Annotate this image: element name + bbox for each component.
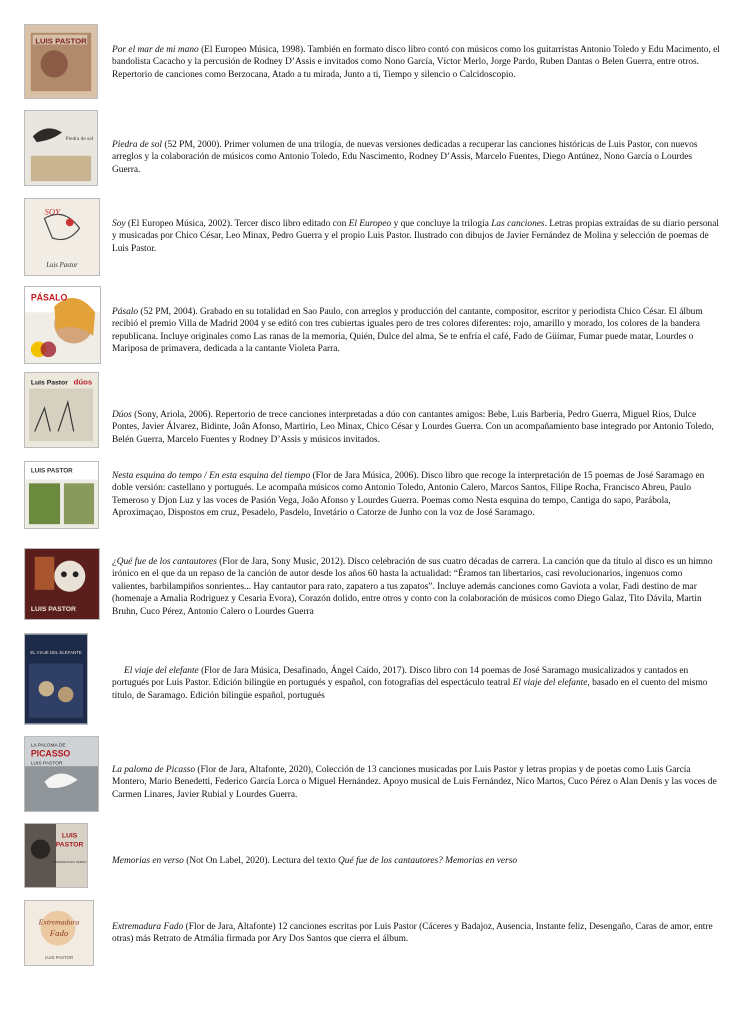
- description-por-el-mar: [112, 44, 720, 81]
- album-details: (Flor de Jara Música, 2006). Disco libro que recoge la interpretación de 15 poemas de José Saramago en doble versión: castellano y portugués. Le acompaña músicos como Antonio Toledo, Antonio Calero, Marcos Santos, Filipe Rocha, Francisco Abreu, Paulo Temeroso y Djon Luz y las voces de Pasión Vega, João Afonso y Lourdes Guerra. Poemas como Nesta esquina do tempo, Cantiga do sapo, Parábola, Aproximaçao, Dispostos em cruz, Pesadelo, Pasdelo, Invetário o Catorze de Junho con la voz de José Saramago.: [112, 471, 705, 519]
- text-title: Qué fue de los cantautores? Memorias en verso: [338, 856, 518, 866]
- description-duos: [112, 409, 720, 446]
- album-cover-text-bottom: Luis Pastor: [46, 262, 78, 270]
- album-details: (Flor de Jara, Altafonte) 12 canciones escritas por Luis Pastor (Cáceres y Badajoz, Ausencia, Instante feliz, Desengaño, Caras de amor, entre otras) más Retrato de Atmália firmada por Ary Dos Santos que cierra el álbum.: [112, 922, 713, 945]
- album-details: (El Europeo Música, 2002). Tercer disco libro editado con: [125, 219, 349, 229]
- album-cover-piedra-de-sol: [24, 110, 98, 186]
- album-details: (52 PM, 2000). Primer volumen de una trilogía, de nuevas versiones dedicadas a recuperar las canciones históricas de Luis Pastor, con nuevos arreglos y la colaboración de músicos como Antonio Toledo, Edu Nascimento, Rodney D’Assis, Marcelo Fuentes, Diego Antúnez, Nono García o Lourdes Guerra.: [112, 140, 698, 175]
- album-details: y que concluye la trilogía: [391, 219, 492, 229]
- description-memorias: [112, 855, 720, 867]
- album-cover-text: EL VIAJE DEL ELEFANTE: [30, 649, 82, 655]
- album-details: (52 PM, 2004). Grabado en su totalidad en Sao Paulo, con arreglos y producción del cantante, compositor, escritor y periodista Chico César. El álbum recibió el premio Villa de Madrid 2004 y se editó con tres cubiertas iguales pero de tres colores diferentes: rojo, amarillo y morado, los colores de la bandera republicana. Incluye originales como Las ranas de la memoria, Quién, Dulce del alma, Se te enfría el café, Fado de Güímar, Fumar puede matar, Lourdes o Mariposa de primavera, dedicada a la cantante Violeta Parra.: [112, 307, 703, 355]
- album-title: Piedra de sol: [112, 140, 162, 150]
- album-cover-viaje-elefante: [24, 633, 88, 725]
- album-cover-text: LUIS PASTOR: [35, 36, 87, 46]
- album-cover-pasalo: [24, 286, 101, 364]
- album-details: (Flor de Jara, Sony Music, 2012). Disco celebración de sus cuatro décadas de carrera. La canción que da título al disco es un himno irónico en el que da un repaso de la canción de autor desde los años 60 hasta la actualidad: “Éramos tan libertarios, casi revolucionarios, ingenuos como valientes, barbilampiños sonrientes... Hay cantautor para rato, zapatero a tus zapatos”. Incluye además canciones como Gaviota a volar, Fadi destino de mar (homenaje a Amalia Rodriguez y Cesaria Evora), Corazón dolido, entre otros y conto con la colaboración de músicos como Diego Galaz, Tito Dávila, Martin Bruhn, Cuco Pérez, Antonio Calero o Lourdes Guerra: [112, 557, 713, 617]
- album-cover-text-a: LUIS: [61, 832, 78, 840]
- album-cover-text-b: dúos: [73, 377, 93, 387]
- album-details: , basado en el cuento del mismo título, de Saramago. Edición bilingüe español, portugués: [112, 678, 708, 701]
- album-cover-text-b: PASTOR: [55, 841, 84, 849]
- description-paloma-picasso: [112, 764, 720, 801]
- album-cover-paloma-picasso: [24, 736, 99, 812]
- description-que-fue: [112, 556, 720, 618]
- album-cover-text-c: LUIS PASTOR: [30, 761, 63, 767]
- album-title: Por el mar de mi mano: [112, 45, 199, 55]
- album-details: (Sony, Ariola, 2006). Repertorio de trece canciones interpretadas a dúo con cantantes amigos: Bebe, Luis Barbería, Pedro Guerra, Miguel Ríos, Dulce Pontes, Javier Álvarez, Bidinte, Joân Afonso, Martirio, Leo Minax, Chico César y Lourdes Guerra. Con un acompañamiento base integrado por Antonio Toledo, Belén Guerra, Marcelo Fuentes y Rodney D’Assis y músicos invitados.: [112, 410, 714, 445]
- album-title: Nesta esquina do tempo / En esta esquina del tiempo: [112, 471, 311, 481]
- album-details: (Flor de Jara, Altafonte, 2020), Colección de 13 canciones musicadas por Luis Pastor y letras propias y de poetas como Luis García Montero, Mario Benedetti, Federico García Lorca o Miguel Hernández. Apoyo musical de Luis Fernández, Nico Martos, Cuco Pérez o Alan Denis y las voces de Carmen Linares, Javier Rubial y Lourdes Guerra.: [112, 765, 717, 800]
- album-cover-que-fue: [24, 548, 100, 620]
- album-cover-memorias: [24, 823, 88, 888]
- album-cover-text-a: Luis Pastor: [30, 379, 68, 387]
- album-cover-soy: [24, 198, 100, 276]
- album-title: El viaje del elefante: [124, 666, 199, 676]
- album-cover-duos: [24, 372, 99, 448]
- description-soy: [112, 218, 720, 255]
- album-cover-text-b: Fado: [49, 927, 69, 938]
- album-cover-text-c: LUIS PASTOR: [44, 955, 74, 961]
- album-title: Pásalo: [112, 307, 139, 317]
- album-cover-text-a: LA PALOMA DE: [30, 743, 66, 749]
- album-cover-text: Piedra de sol: [65, 136, 94, 143]
- album-cover-nesta-esquina: [24, 461, 99, 529]
- album-title: Extremadura Fado: [112, 922, 184, 932]
- description-extremadura-fado: [112, 921, 720, 946]
- album-details: (El Europeo Música, 1998). También en formato disco libro contó con músicos como los guitarristas Antonio Toledo y Edu Macimento, el bandolista Cacacho y la percusión de Rodney D’Assis e invitados como Nono García, Víctor Merlo, Jorge Pardo, Ruben Dantas o Belen Guerra, entre otros. Repertorio de canciones como Berzocana, Atado a tu mirada, Junto a ti, Tiempo y silencio o Calcidoscopio.: [112, 45, 720, 80]
- description-viaje-elefante: [112, 665, 720, 702]
- album-cover-text-c: MEMORIAS EN VERSO: [52, 859, 87, 864]
- album-cover-extremadura-fado: [24, 900, 94, 966]
- trilogy-name: Las canciones: [491, 219, 545, 229]
- description-pasalo: [112, 306, 720, 356]
- album-title: La paloma de Picasso: [112, 765, 196, 775]
- publisher-name: El Europeo: [348, 219, 392, 229]
- album-cover-text: LUIS PASTOR: [30, 606, 76, 614]
- album-details: . Letras propias extraídas de su diario personal y musicadas por Chico César, Leo Minax, Pedro Guerra y el propio Luis Pastor. Ilustrado con dibujos de Javier Fernández de Molina y selección de poemas de Luis Pastor.: [112, 219, 720, 254]
- album-title: ¿Qué fue de los cantautores: [112, 557, 217, 567]
- album-details: (Flor de Jara Música, Desafinado, Ángel Caído, 2017). Disco libro con 14 poemas de José Saramago musicalizados y cantados en portugués por Luis Pastor. Edición bilingüe en portugués y español, con fotografías del espectáculo teatral: [112, 666, 689, 689]
- album-details: (Not On Label, 2020). Lectura del texto: [183, 856, 338, 866]
- description-nesta-esquina: [112, 470, 720, 520]
- album-title: Dúos: [112, 410, 132, 420]
- album-cover-text-top: SOY: [44, 206, 61, 217]
- album-cover-text-a: Extremadura: [38, 917, 80, 927]
- album-cover-text-b: PICASSO: [30, 748, 71, 759]
- description-piedra-de-sol: [112, 139, 720, 176]
- show-title: El viaje del elefante: [512, 678, 588, 689]
- album-cover-text: PÁSALO: [30, 292, 68, 303]
- album-title: Memorias en verso: [112, 856, 184, 866]
- album-cover-text: LUIS PASTOR: [30, 467, 73, 475]
- album-title: Soy: [112, 219, 126, 229]
- album-cover-por-el-mar: [24, 24, 98, 99]
